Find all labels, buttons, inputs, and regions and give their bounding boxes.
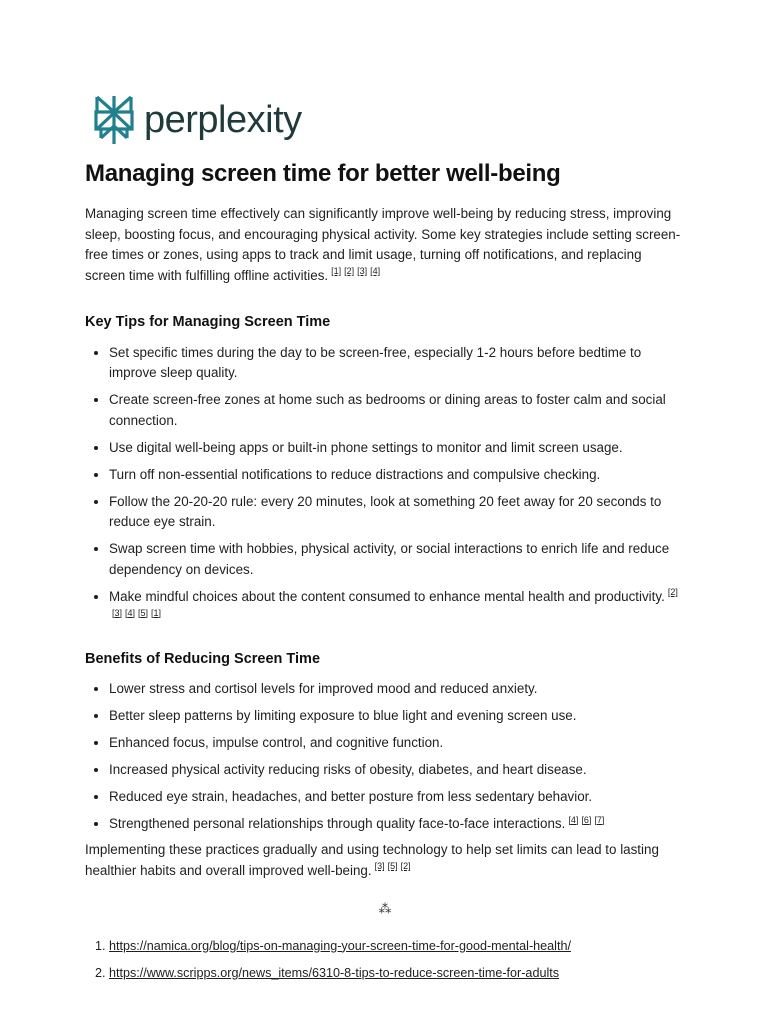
section-divider: ⁂ — [378, 901, 392, 916]
list-item-text: Increased physical activity reducing risks of obesity, diabetes, and heart disease. — [109, 762, 587, 777]
list-item — [109, 390, 685, 431]
intro-text: Managing screen time effectively can significantly improve well-being by reducing stress, improving sleep, boosting focus, and encouraging physical activity. Some key strategies include setting screen-free times or zones, using apps to track and limit usage, turning off notifications, and replacing screen time with fulfilling offline activities. — [85, 206, 681, 283]
list-item — [109, 587, 685, 628]
reference-link[interactable]: https://namica.org/blog/tips-on-managing-your-screen-time-for-good-mental-health/ — [109, 938, 571, 953]
citation-link[interactable]: [5] — [138, 607, 149, 618]
list-item — [109, 706, 685, 727]
list-item — [109, 814, 685, 835]
list-item — [109, 343, 685, 384]
list-item-text: Enhanced focus, impulse control, and cognitive function. — [109, 735, 444, 750]
list-item — [109, 438, 685, 459]
list-item — [109, 465, 685, 486]
list-item-text: Strengthened personal relationships through quality face-to-face interactions. — [109, 816, 566, 831]
citation-link[interactable]: [4] — [568, 814, 579, 825]
perplexity-logo-icon — [92, 93, 136, 147]
citation-link[interactable]: [3] — [112, 607, 123, 618]
list-item-text: Make mindful choices about the content consumed to enhance mental health and productivity. — [109, 588, 665, 604]
list-item — [109, 679, 685, 700]
list-item-text: Reduced eye strain, headaches, and better posture from less sedentary behavior. — [109, 789, 593, 804]
citation-link[interactable]: [7] — [594, 814, 605, 825]
answer-body — [85, 204, 685, 991]
list-item — [109, 760, 685, 781]
citation-link[interactable]: [3] — [374, 861, 385, 872]
list-item-text: Lower stress and cortisol levels for improved mood and reduced anxiety. — [109, 681, 538, 696]
list-item-text: Better sleep patterns by limiting exposure to blue light and evening screen use. — [109, 708, 577, 723]
citation-group — [372, 863, 411, 878]
list-item-text: Turn off non-essential notifications to reduce distractions and compulsive checking. — [109, 466, 601, 482]
conclusion-text: Implementing these practices gradually and using technology to help set limits can lead to lasting healthier habits and overall improved well-being. — [85, 842, 659, 878]
citation-link[interactable]: [5] — [387, 861, 398, 872]
citation-link[interactable]: [3] — [357, 266, 368, 277]
citation-link[interactable]: [2] — [400, 861, 411, 872]
citation-link[interactable]: [1] — [331, 266, 342, 277]
list-item-text: Create screen-free zones at home such as bedrooms or dining areas to foster calm and social connection. — [109, 392, 666, 428]
list-item-text: Set specific times during the day to be screen-free, especially 1-2 hours before bedtime to improve sleep quality. — [109, 344, 642, 380]
perplexity-logo — [92, 92, 302, 148]
benefits-list — [85, 679, 685, 835]
conclusion-paragraph — [85, 840, 685, 881]
list-item-text: Swap screen time with hobbies, physical activity, or social interactions to enrich life and reduce dependency on devices. — [109, 541, 670, 577]
citation-group — [565, 816, 604, 831]
tips-list — [85, 343, 685, 628]
list-item — [109, 492, 685, 533]
list-item — [109, 733, 685, 754]
list-item — [109, 539, 685, 580]
logo-wordmark: perplexity — [144, 98, 302, 141]
citation-link[interactable]: [2] — [344, 266, 355, 277]
list-item-text: Follow the 20-20-20 rule: every 20 minutes, look at something 20 feet away for 20 seconds to reduce eye strain. — [109, 493, 662, 529]
citation-link[interactable]: [2] — [667, 587, 678, 598]
intro-paragraph — [85, 204, 685, 286]
tips-heading: Key Tips for Managing Screen Time — [85, 314, 331, 330]
citation-link[interactable]: [4] — [370, 266, 381, 277]
reference-link[interactable]: https://www.scripps.org/news_items/6310-8-tips-to-reduce-screen-time-for-adults — [109, 966, 560, 980]
citation-link[interactable]: [6] — [581, 814, 592, 825]
citation-group — [328, 268, 380, 283]
benefits-heading: Benefits of Reducing Screen Time — [85, 650, 321, 667]
citation-link[interactable]: [4] — [125, 607, 136, 618]
reference-list — [85, 936, 685, 984]
list-item-text: Use digital well-being apps or built-in phone settings to monitor and limit screen usage. — [109, 439, 623, 455]
list-item — [109, 787, 685, 808]
page-title: Managing screen time for better well-being — [85, 160, 561, 187]
reference-item — [109, 936, 685, 957]
citation-link[interactable]: [1] — [151, 607, 162, 618]
reference-item — [109, 963, 685, 984]
